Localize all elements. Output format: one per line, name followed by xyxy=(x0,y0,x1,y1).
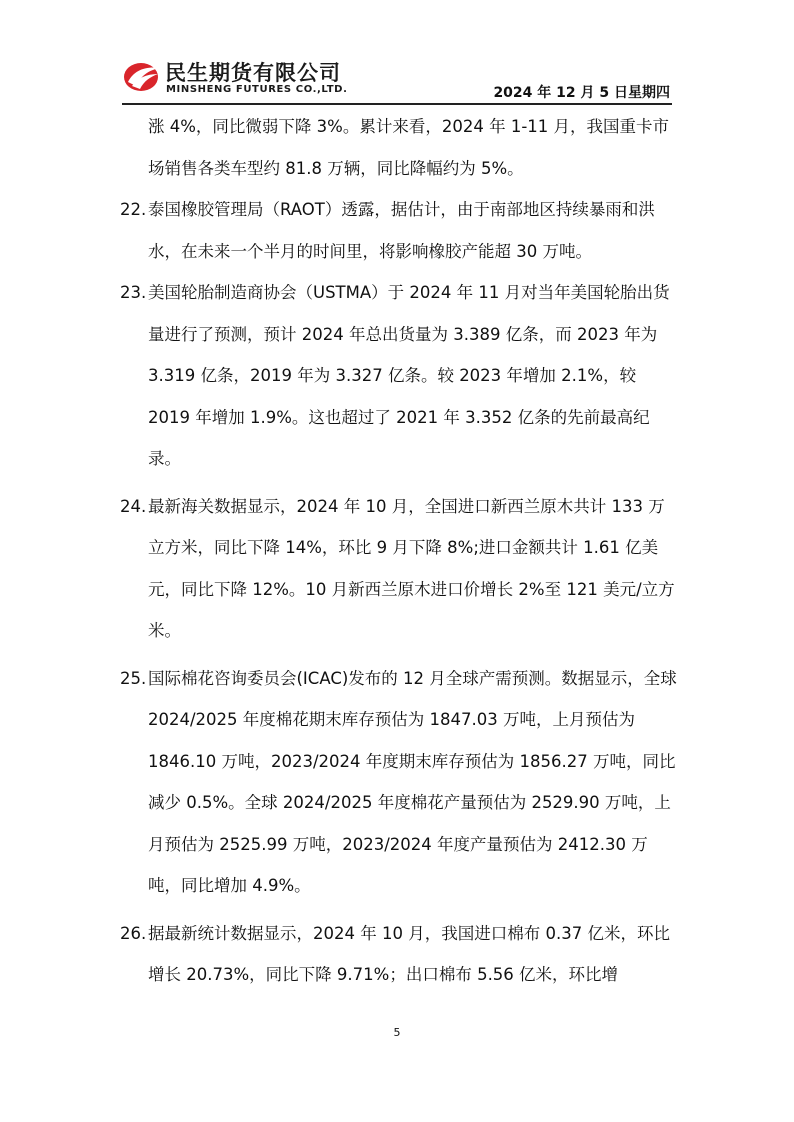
item-number: 23. xyxy=(120,283,147,302)
item-text: 据最新统计数据显示，2024 年 10 月，我国进口棉布 0.37 亿米，环比增长 20.73%，同比下降 9.71%；出口棉布 5.56 亿米，环比增 xyxy=(148,923,670,984)
item-number: 25. xyxy=(120,668,147,688)
list-item xyxy=(120,913,680,996)
swoosh-logo-icon xyxy=(122,58,162,94)
list-item xyxy=(120,486,680,652)
continued-paragraph xyxy=(120,106,680,189)
page-number: 5 xyxy=(393,1026,401,1039)
paragraph-text: 涨 4%，同比微弱下降 3%。累计来看，2024 年 1-11 月，我国重卡市场销售各类车型约 81.8 万辆，同比降幅约为 5%。 xyxy=(148,117,670,178)
company-name-en: MINSHENG FUTURES CO.,LTD. xyxy=(166,84,348,95)
company-name-cn: 民生期货有限公司 xyxy=(165,61,341,85)
report-date: 2024 年 12 月 5 日星期四 xyxy=(493,85,670,101)
company-logo xyxy=(122,54,362,100)
item-number: 22. xyxy=(120,200,147,219)
item-number: 24. xyxy=(120,496,147,516)
list-item xyxy=(120,272,680,480)
item-text: 泰国橡胶管理局（RAOT）透露，据估计，由于南部地区持续暴雨和洪水，在未来一个半月的时间里，将影响橡胶产能超 30 万吨。 xyxy=(148,200,655,261)
item-text: 最新海关数据显示，2024 年 10 月，全国进口新西兰原木共计 133 万立方米，同比下降 14%，环比 9 月下降 8%;进口金额共计 1.61 亿美元，同比下降 12%。10 月新西兰原木进口价增长 2%至 121 美元/立方米。 xyxy=(148,496,675,640)
item-text: 国际棉花咨询委员会(ICAC)发布的 12 月全球产需预测。数据显示，全球 2024/2025 年度棉花期末库存预估为 1847.03 万吨，上月预估为 1846.10 万吨，2023/2024 年度期末库存预估为 1856.27 万吨，同比减少 0.5%。全球 2024/2025 年度棉花产量预估为 2529.90 万吨，上月预估为 2525.99 万吨，2023/2024 年度产量预估为 2412.30 万吨，同比增加 4.9%。 xyxy=(148,668,677,895)
header-divider xyxy=(122,103,672,105)
report-body xyxy=(120,106,680,996)
item-text: 美国轮胎制造商协会（USTMA）于 2024 年 11 月对当年美国轮胎出货量进行了预测，预计 2024 年总出货量为 3.389 亿条，而 2023 年为 3.319 亿条，2019 年为 3.327 亿条。较 2023 年增加 2.1%，较 2019 年增加 1.9%。这也超过了 2021 年 3.352 亿条的先前最高纪录。 xyxy=(148,283,670,468)
page-header xyxy=(122,54,672,102)
item-number: 26. xyxy=(120,923,147,943)
list-item xyxy=(120,658,680,907)
list-item xyxy=(120,189,680,272)
